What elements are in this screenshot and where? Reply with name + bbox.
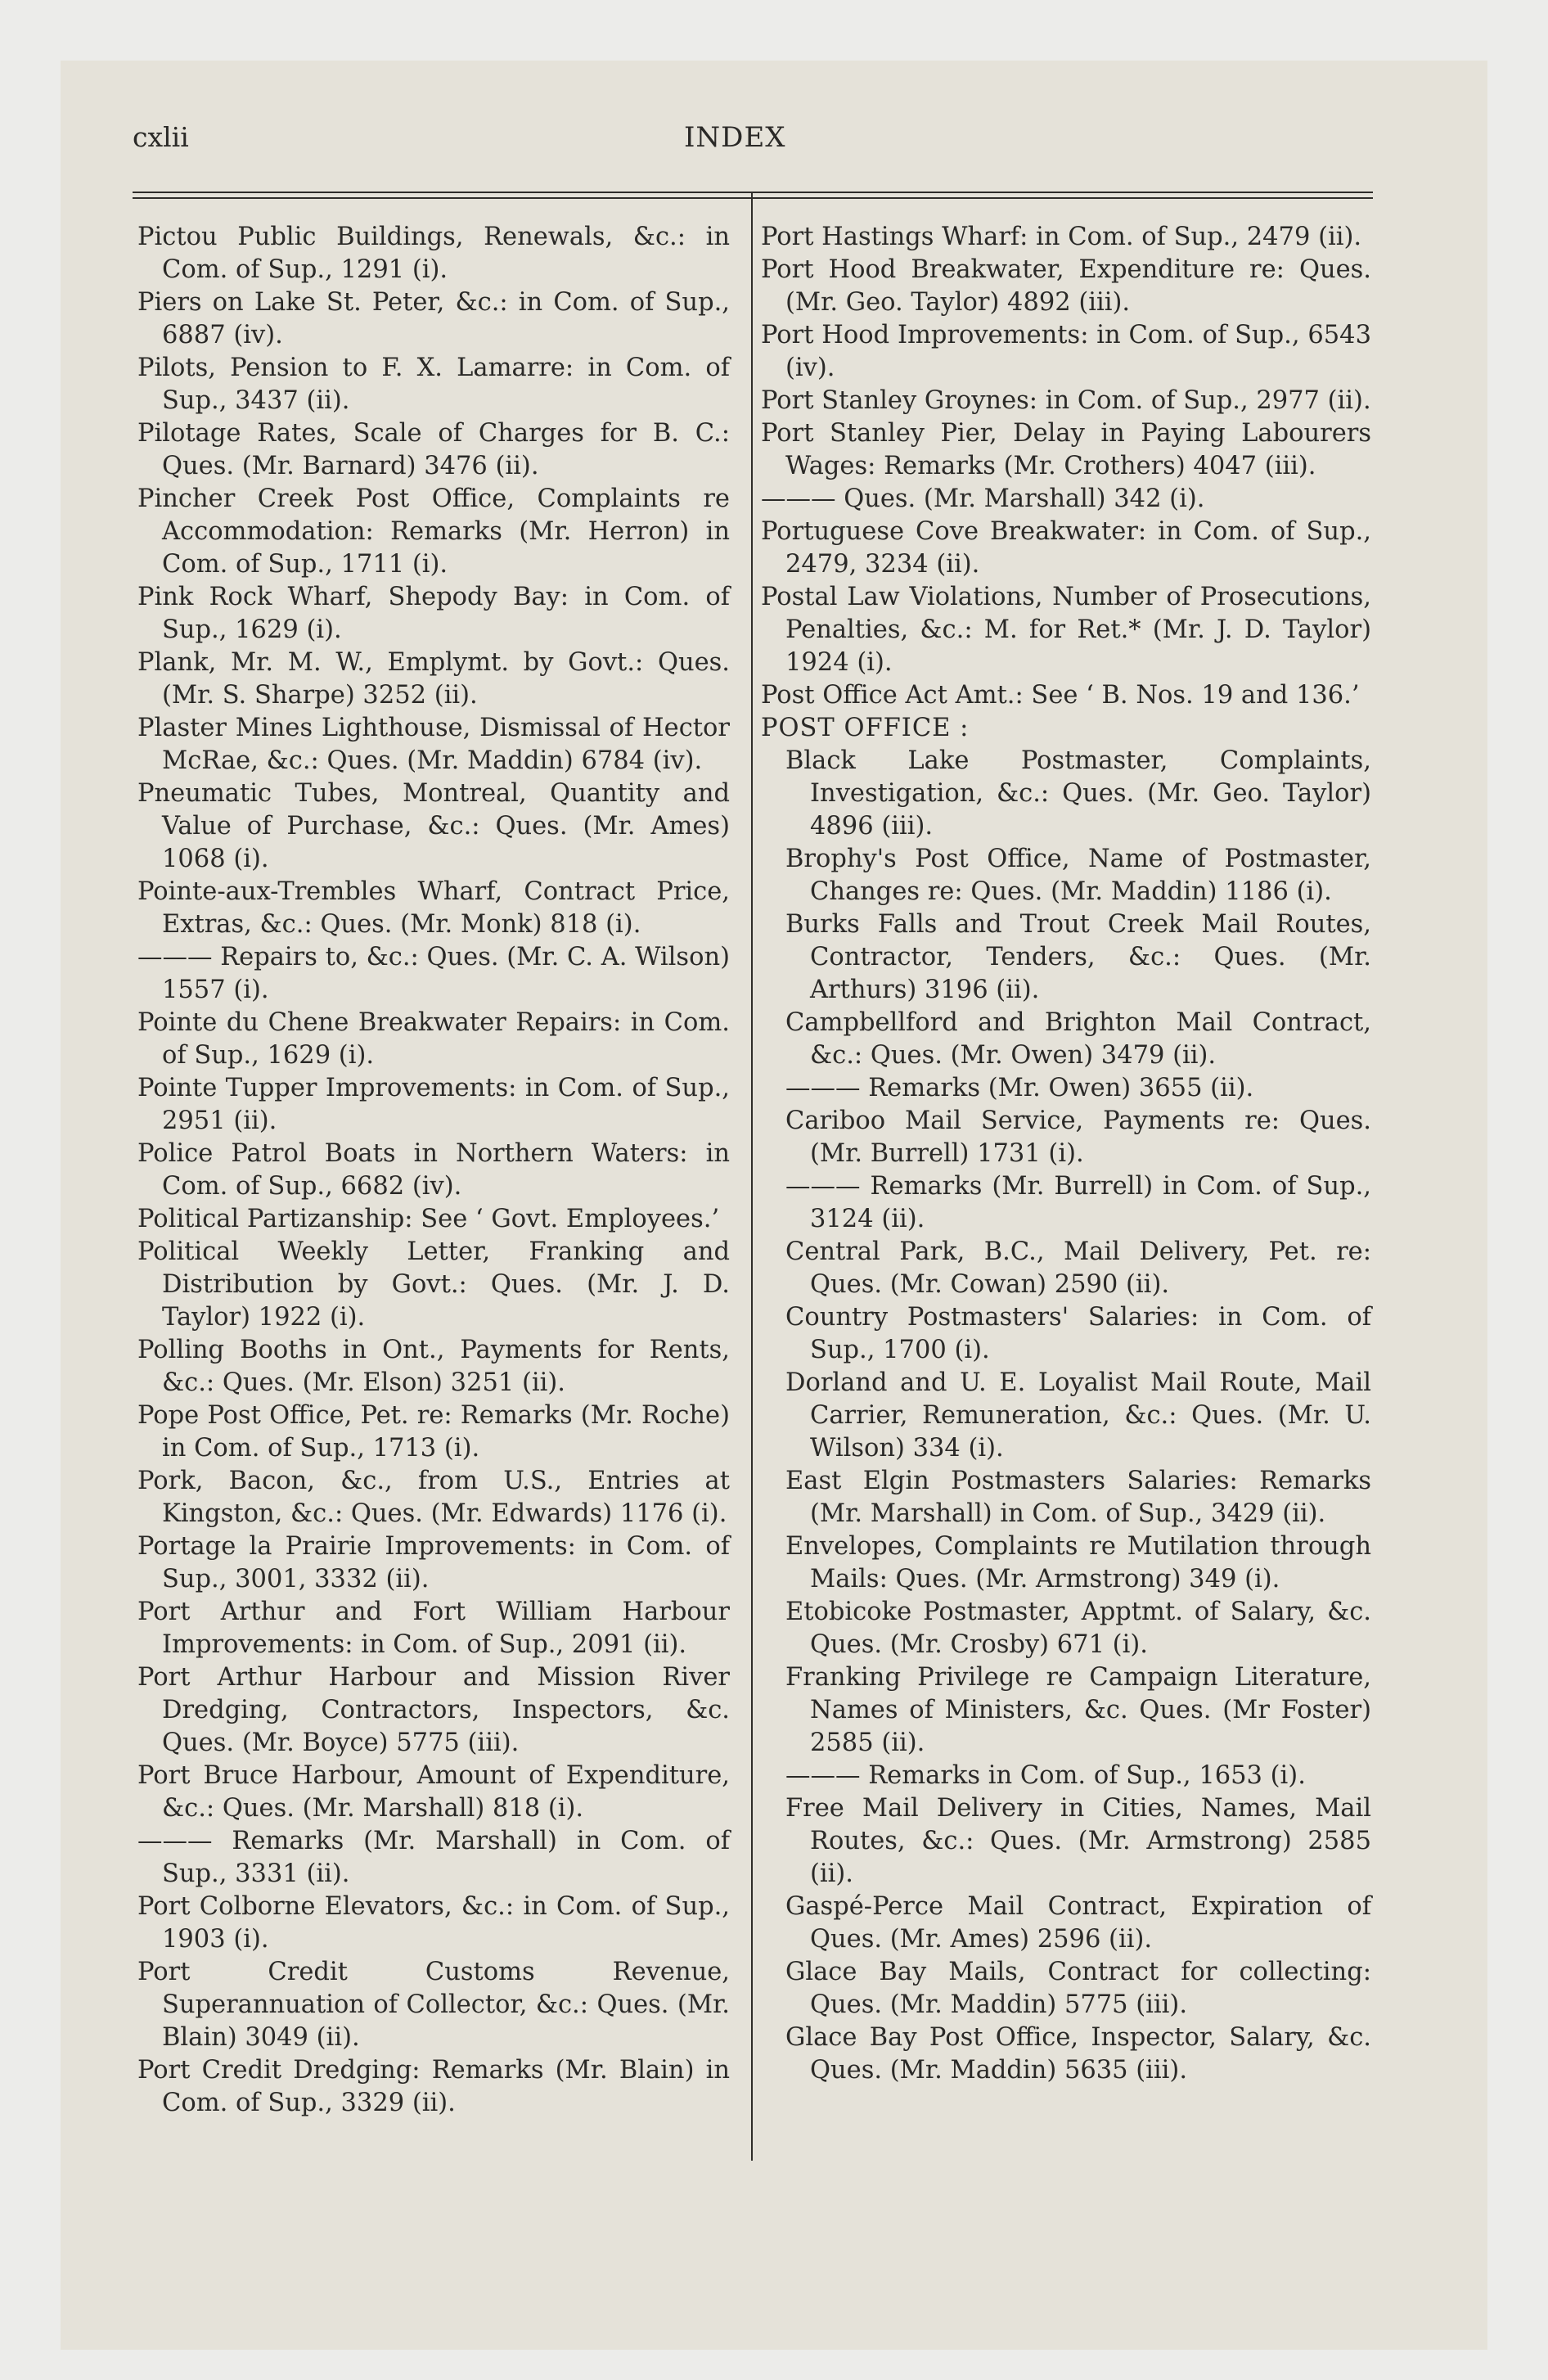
section-heading-post-office: POST OFFICE : [761, 714, 970, 742]
index-entry: Port Bruce Harbour, Amount of Expenditure, &c.: Ques. (Mr. Marshall) 818 (i). [137, 1761, 730, 1823]
post-office-entries [761, 745, 1371, 2087]
index-entry: Country Postmasters' Salaries: in Com. of Sup., 1700 (i). [785, 1303, 1371, 1364]
index-entry: Portage la Prairie Improvements: in Com. of Sup., 3001, 3332 (ii). [137, 1532, 730, 1593]
right-column [761, 221, 1371, 2087]
index-entry: ——— Repairs to, &c.: Ques. (Mr. C. A. Wilson) 1557 (i). [137, 943, 730, 1004]
index-entry: Plank, Mr. M. W., Emplymt. by Govt.: Ques. (Mr. S. Sharpe) 3252 (ii). [137, 648, 730, 710]
index-entry: Port Hastings Wharf: in Com. of Sup., 2479 (ii). [761, 223, 1362, 251]
index-entry: ——— Remarks in Com. of Sup., 1653 (i). [785, 1761, 1306, 1790]
index-entry: Franking Privilege re Campaign Literature, Names of Ministers, &c. Ques. (Mr Foster) 2585 (ii). [785, 1663, 1371, 1757]
index-entry: Port Colborne Elevators, &c.: in Com. of Sup., 1903 (i). [137, 1892, 730, 1954]
index-entry: Glace Bay Post Office, Inspector, Salary, &c. Ques. (Mr. Maddin) 5635 (iii). [785, 2023, 1371, 2085]
index-entry: Port Stanley Groynes: in Com. of Sup., 2977 (ii). [761, 386, 1371, 415]
index-entry: Etobicoke Postmaster, Apptmt. of Salary, &c. Ques. (Mr. Crosby) 671 (i). [785, 1598, 1371, 1659]
index-entry: Port Arthur and Fort William Harbour Improvements: in Com. of Sup., 2091 (ii). [137, 1598, 730, 1659]
index-entry: Brophy's Post Office, Name of Postmaster, Changes re: Ques. (Mr. Maddin) 1186 (i). [785, 845, 1371, 906]
column-divider [751, 192, 753, 2161]
index-entry: Dorland and U. E. Loyalist Mail Route, Mail Carrier, Remuneration, &c.: Ques. (Mr. U. Wilson) 334 (i). [785, 1368, 1371, 1463]
index-entry: Plaster Mines Lighthouse, Dismissal of Hector McRae, &c.: Ques. (Mr. Maddin) 6784 (iv). [137, 714, 730, 775]
index-entry: Political Weekly Letter, Franking and Distribution by Govt.: Ques. (Mr. J. D. Taylor) 1922 (i). [137, 1237, 730, 1332]
index-entry: ——— Remarks (Mr. Marshall) in Com. of Sup., 3331 (ii). [137, 1827, 730, 1888]
index-entry: Envelopes, Complaints re Mutilation through Mails: Ques. (Mr. Armstrong) 349 (i). [785, 1532, 1371, 1593]
index-entry: Pointe du Chene Breakwater Repairs: in Com. of Sup., 1629 (i). [137, 1008, 730, 1070]
index-entry: Port Arthur Harbour and Mission River Dredging, Contractors, Inspectors, &c. Ques. (Mr. Boyce) 5775 (iii). [137, 1663, 730, 1757]
running-title: INDEX [684, 121, 786, 154]
index-entry: Gaspé-Perce Mail Contract, Expiration of Ques. (Mr. Ames) 2596 (ii). [785, 1892, 1371, 1954]
index-entry: Pneumatic Tubes, Montreal, Quantity and Value of Purchase, &c.: Ques. (Mr. Ames) 1068 (i). [137, 779, 730, 873]
index-entry: Port Credit Customs Revenue, Superannuation of Collector, &c.: Ques. (Mr. Blain) 3049 (ii). [137, 1958, 730, 2052]
index-entry: Pope Post Office, Pet. re: Remarks (Mr. Roche) in Com. of Sup., 1713 (i). [137, 1401, 730, 1463]
index-entry: Central Park, B.C., Mail Delivery, Pet. re: Ques. (Mr. Cowan) 2590 (ii). [785, 1237, 1371, 1299]
index-entry: East Elgin Postmasters Salaries: Remarks (Mr. Marshall) in Com. of Sup., 3429 (ii). [785, 1467, 1371, 1528]
index-entry: ——— Remarks (Mr. Burrell) in Com. of Sup., 3124 (ii). [785, 1172, 1371, 1233]
index-entry: Polling Booths in Ont., Payments for Rents, &c.: Ques. (Mr. Elson) 3251 (ii). [137, 1336, 730, 1397]
index-entry: Pink Rock Wharf, Shepody Bay: in Com. of Sup., 1629 (i). [137, 583, 730, 644]
index-entry: Port Hood Improvements: in Com. of Sup., 6543 (iv). [761, 321, 1371, 382]
page-number: cxlii [133, 121, 189, 153]
index-entry: Glace Bay Mails, Contract for collecting: Ques. (Mr. Maddin) 5775 (iii). [785, 1958, 1371, 2019]
index-entry: Portuguese Cove Breakwater: in Com. of Sup., 2479, 3234 (ii). [761, 517, 1371, 579]
index-entry: Port Stanley Pier, Delay in Paying Labourers Wages: Remarks (Mr. Crothers) 4047 (iii). [761, 419, 1371, 480]
index-entry: Cariboo Mail Service, Payments re: Ques. (Mr. Burrell) 1731 (i). [785, 1107, 1371, 1168]
index-entry: Pork, Bacon, &c., from U.S., Entries at Kingston, &c.: Ques. (Mr. Edwards) 1176 (i). [137, 1467, 730, 1528]
index-entry: Pointe-aux-Trembles Wharf, Contract Price, Extras, &c.: Ques. (Mr. Monk) 818 (i). [137, 877, 730, 939]
index-entry: Piers on Lake St. Peter, &c.: in Com. of Sup., 6887 (iv). [137, 288, 730, 349]
index-entry: Political Partizanship: See ‘ Govt. Employees.’ [137, 1205, 720, 1233]
right-entries [761, 221, 1371, 712]
index-entry: Pilots, Pension to F. X. Lamarre: in Com. of Sup., 3437 (ii). [137, 354, 730, 415]
left-column [137, 221, 730, 2120]
index-entry: Campbellford and Brighton Mail Contract, &c.: Ques. (Mr. Owen) 3479 (ii). [785, 1008, 1371, 1070]
header-rule-double [133, 197, 1373, 199]
index-entry: Free Mail Delivery in Cities, Names, Mail Routes, &c.: Ques. (Mr. Armstrong) 2585 (ii). [785, 1794, 1371, 1888]
index-entry: Pointe Tupper Improvements: in Com. of Sup., 2951 (ii). [137, 1074, 730, 1135]
index-entry: Port Hood Breakwater, Expenditure re: Ques. (Mr. Geo. Taylor) 4892 (iii). [761, 255, 1371, 317]
index-entry: Burks Falls and Trout Creek Mail Routes, Contractor, Tenders, &c.: Ques. (Mr. Arthurs) 3196 (ii). [785, 910, 1371, 1004]
index-entry: ——— Remarks (Mr. Owen) 3655 (ii). [785, 1074, 1254, 1102]
header-rule [133, 192, 1373, 193]
index-entry: Pilotage Rates, Scale of Charges for B. C.: Ques. (Mr. Barnard) 3476 (ii). [137, 419, 730, 480]
index-entry: ——— Ques. (Mr. Marshall) 342 (i). [761, 485, 1205, 513]
index-entry: Black Lake Postmaster, Complaints, Investigation, &c.: Ques. (Mr. Geo. Taylor) 4896 (iii). [785, 746, 1371, 841]
index-entry: Port Credit Dredging: Remarks (Mr. Blain) in Com. of Sup., 3329 (ii). [137, 2056, 730, 2117]
index-entry: Police Patrol Boats in Northern Waters: in Com. of Sup., 6682 (iv). [137, 1139, 730, 1201]
index-entry: Pincher Creek Post Office, Complaints re Accommodation: Remarks (Mr. Herron) in Com. of Sup., 1711 (i). [137, 485, 730, 579]
index-entry: Post Office Act Amt.: See ‘ B. Nos. 19 and 136.’ [761, 681, 1360, 710]
index-entry: Pictou Public Buildings, Renewals, &c.: in Com. of Sup., 1291 (i). [137, 223, 730, 284]
index-entry: Postal Law Violations, Number of Prosecutions, Penalties, &c.: M. for Ret.* (Mr. J. D. Taylor) 1924 (i). [761, 583, 1371, 677]
